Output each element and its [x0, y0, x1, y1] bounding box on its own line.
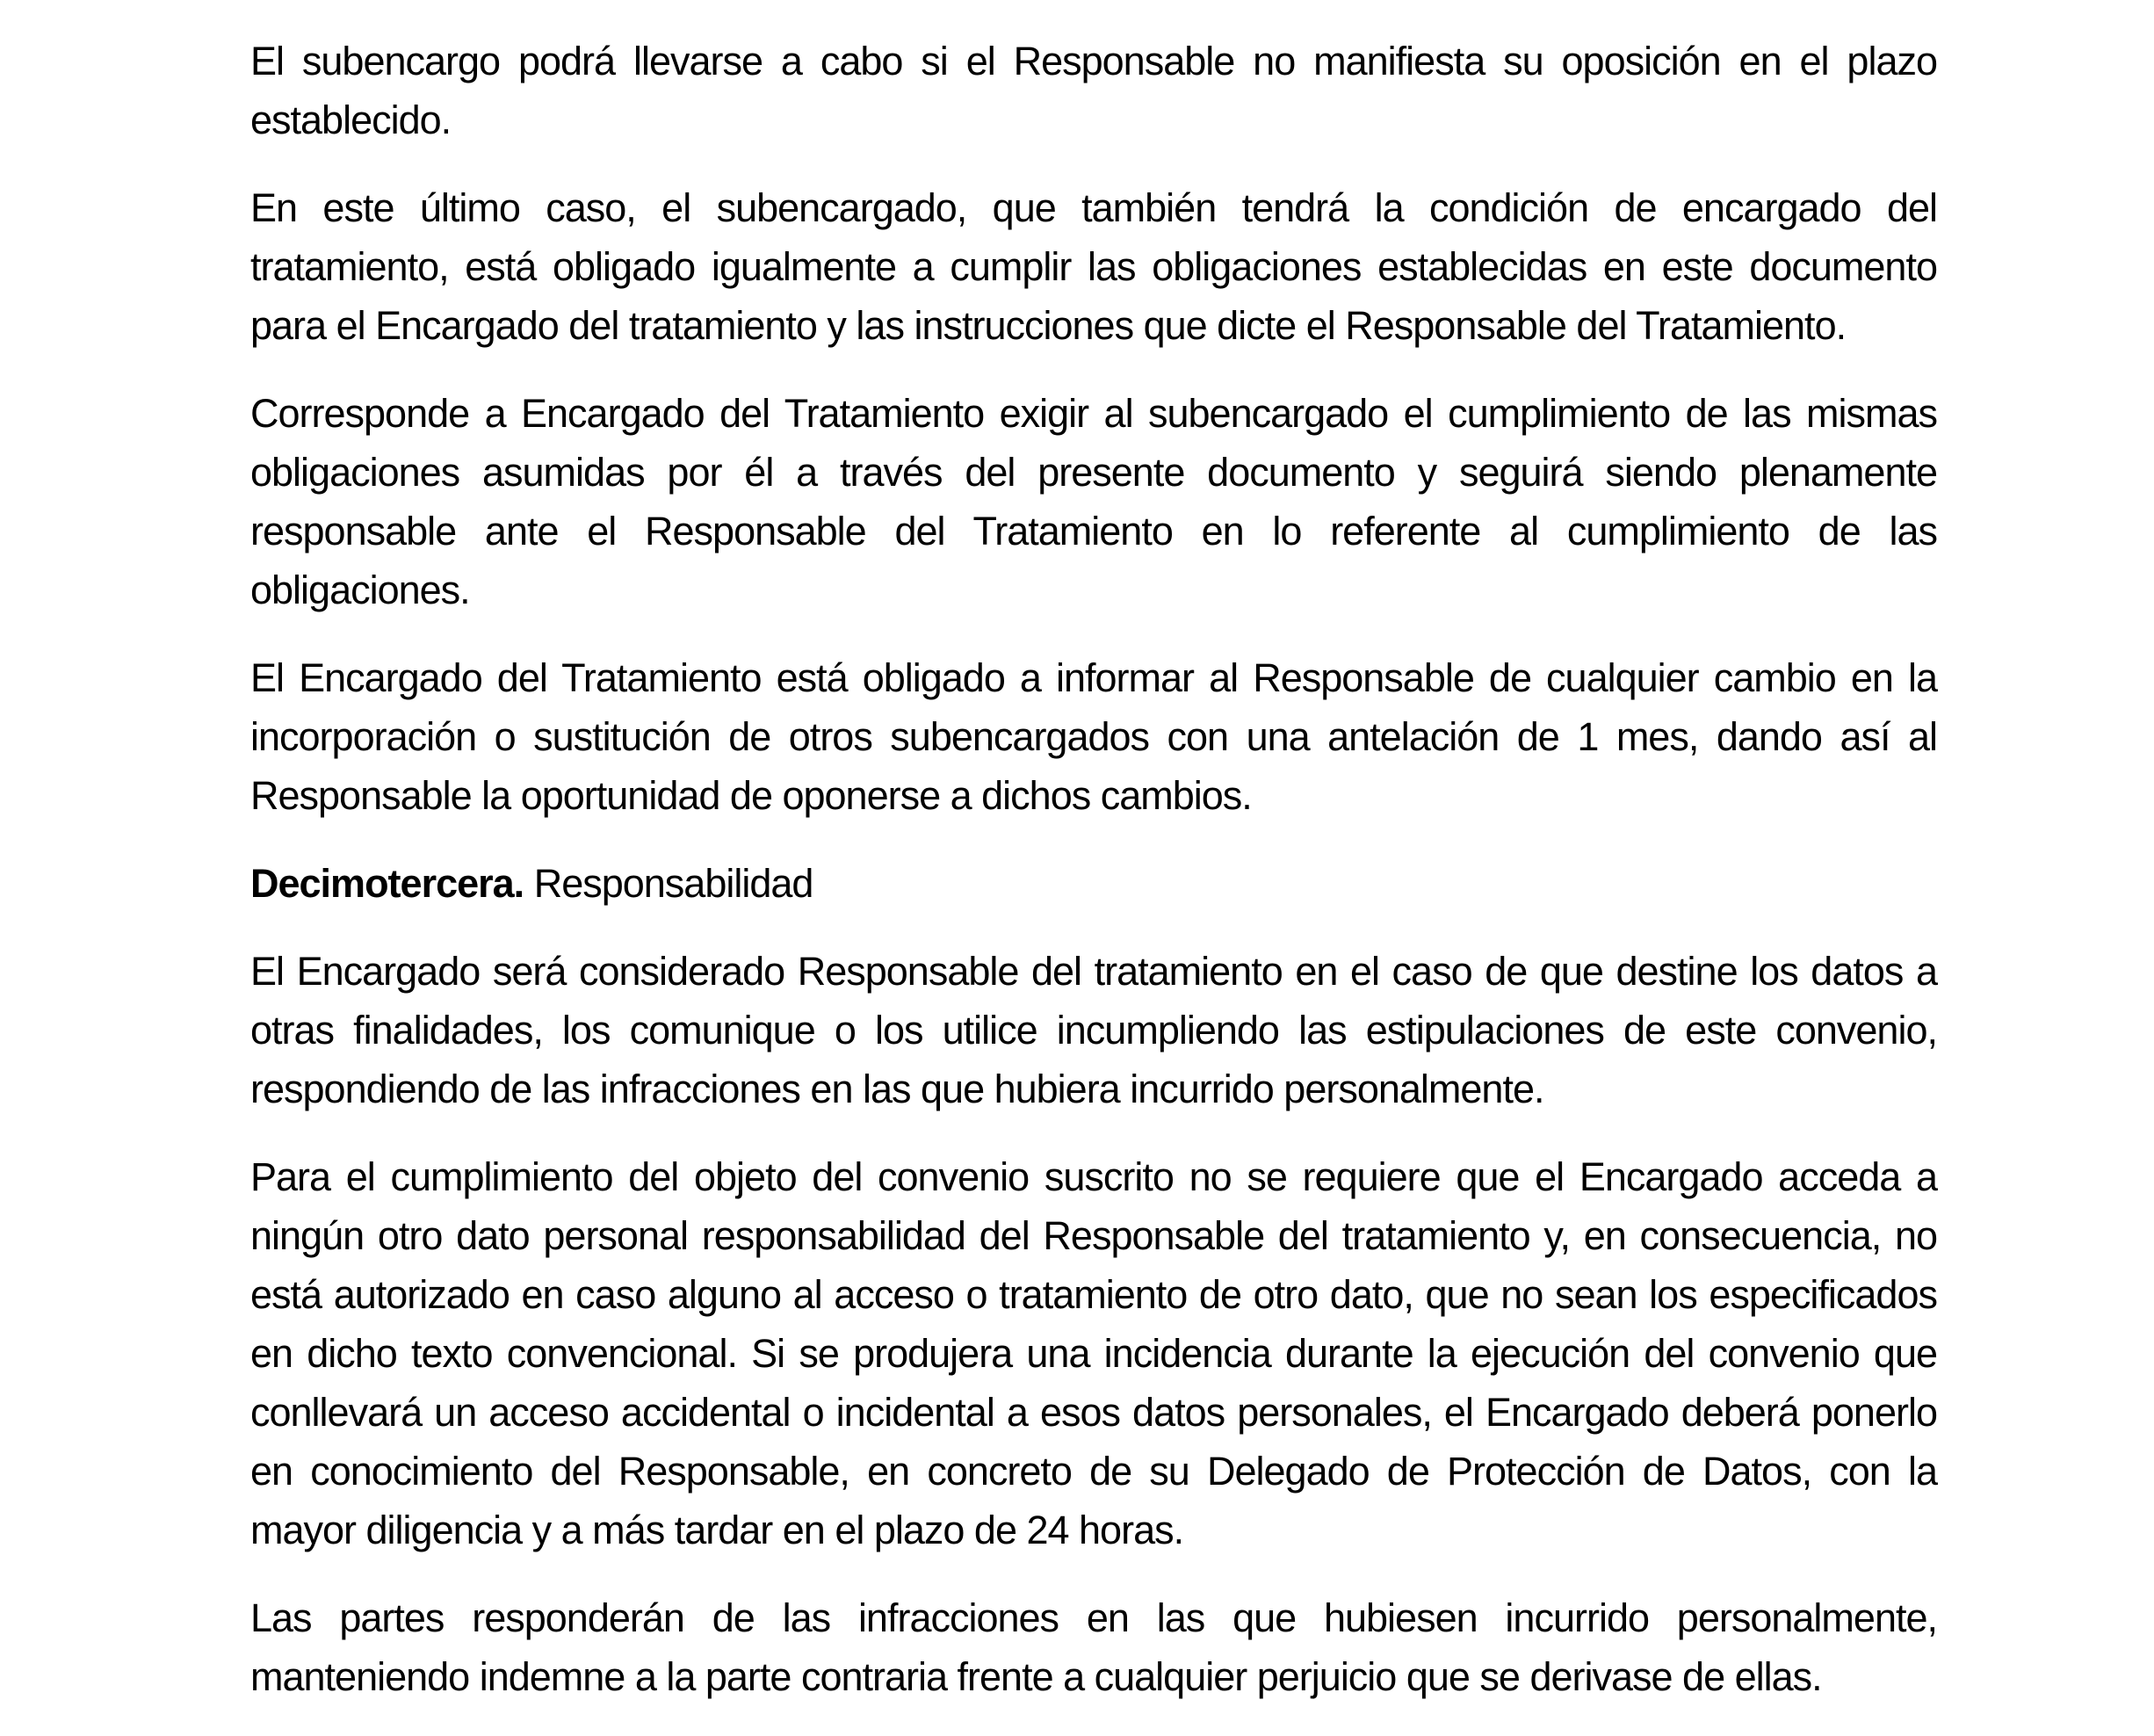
paragraph-subencargo: El subencargo podrá llevarse a cabo si el Responsable no manifiesta su oposición en el plazo establecido.	[250, 39, 1937, 142]
paragraph-partes-responderan: Las partes responderán de las infracciones en las que hubiesen incurrido personalmente, manteniendo indemne a la parte contraria frente a cualquier perjuicio que se derivase de ellas.	[250, 1595, 1937, 1699]
paragraph-cumplimiento-objeto: Para el cumplimiento del objeto del convenio suscrito no se requiere que el Encargado acceda a ningún otro dato personal responsabilidad del Responsable del tratamiento y, en consecuencia, no está autorizado en caso alguno al acceso o tratamiento de otro dato, que no sean los especificados en dicho texto convencional. Si se produjera una incidencia durante la ejecución del convenio que conllevará un acceso accidental o incidental a esos datos personales, el Encargado deberá ponerlo en conocimiento del Responsable, en concreto de su Delegado de Protección de Datos, con la mayor diligencia y a más tardar en el plazo de 24 horas.	[250, 1154, 1937, 1552]
paragraph-ultimo-caso: En este último caso, el subencargado, que también tendrá la condición de encargado del tratamiento, está obligado igualmente a cumplir las obligaciones establecidas en este documento para el Encargado del tratamiento y las instrucciones que dicte el Responsable del Tratamiento.	[250, 185, 1937, 348]
paragraph-informar-cambios: El Encargado del Tratamiento está obligado a informar al Responsable de cualquier cambio en la incorporación o sustitución de otros subencargados con una antelación de 1 mes, dando así al Responsable la oportunidad de oponerse a dichos cambios.	[250, 655, 1937, 818]
clause-number: Decimotercera.	[250, 861, 524, 906]
document-page	[250, 32, 1937, 1735]
clause-heading	[250, 854, 1937, 913]
paragraph-encargado-considerado: El Encargado será considerado Responsable del tratamiento en el caso de que destine los datos a otras finalidades, los comunique o los utilice incumpliendo las estipulaciones de este convenio, respondiendo de las infracciones en las que hubiera incurrido personalmente.	[250, 949, 1937, 1111]
clause-title: Responsabilidad	[533, 861, 813, 906]
paragraph-corresponde: Corresponde a Encargado del Tratamiento exigir al subencargado el cumplimiento de las mismas obligaciones asumidas por él a través del presente documento y seguirá siendo plenamente responsable ante el Responsable del Tratamiento en lo referente al cumplimiento de las obligaciones.	[250, 391, 1937, 612]
